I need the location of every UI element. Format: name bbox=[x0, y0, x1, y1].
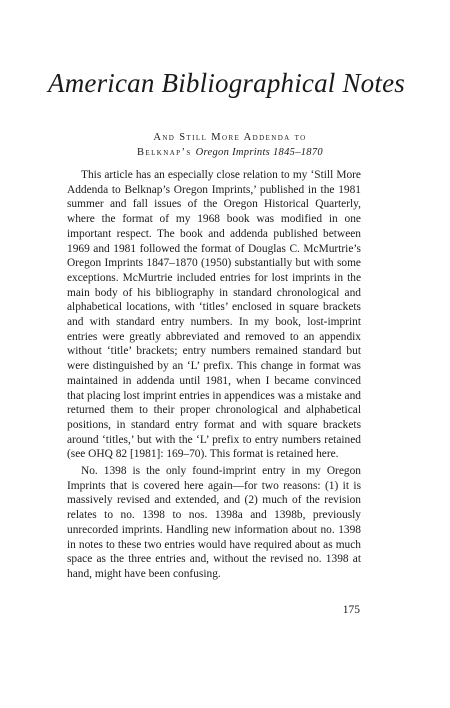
body-paragraph: This article has an especially close relation to my ‘Still More Addenda to Belknap’s Oregon Imprints,’ published in the 1981 summer and fall issues of the Oregon Historical Quarterly, where the format of my 1968 book was modified in one important respect. The book and addenda published between 1969 and 1981 followed the format of Douglas C. McMurtrie’s Oregon Imprints 1847–1870 (1950) substantially but with some exceptions. McMurtrie included entries for lost imprints in the main body of his bibliography in standard chronological and alphabetical locations, with ‘titles’ enclosed in square brackets and with standard entry numbers. In my book, lost-imprint entries were greatly abbreviated and removed to an appendix without ‘title’ brackets; entry numbers remained standard but were distinguished by an ‘L’ prefix. This change in format was maintained in addenda until 1981, when I became convinced that placing lost imprint entries in appendices was a mistake and returned them to their proper chronological and alphabetical positions, in standard entry format and with square brackets around ‘titles,’ but with the ‘L’ prefix to entry numbers retained (see OHQ 82 [1981]: 169–70). This format is retained here. bbox=[67, 169, 361, 461]
article-subtitle-text: And Still More Addenda to bbox=[153, 132, 307, 143]
article-subtitle-line-1 bbox=[40, 132, 420, 143]
body-paragraph: No. 1398 is the only found-imprint entry in my Oregon Imprints that is covered here again—for two reasons: (1) it is massively revised and extended, and (2) much of the revision relates to no. 1398 to nos. 1398a and 1398b, previously unrecorded imprints. Handling new information about no. 1398 in notes to these two entries would have required about as much space as the three entries and, without the revised no. 1398 at hand, might have been confusing. bbox=[67, 465, 361, 580]
body-text bbox=[67, 168, 361, 582]
article-subtitle-book-title: Oregon Imprints 1845–1870 bbox=[195, 147, 323, 158]
section-title: American Bibliographical Notes bbox=[48, 68, 405, 98]
page-number: 175 bbox=[342, 604, 360, 616]
article-subtitle-line-2 bbox=[40, 147, 420, 158]
article-subtitle-author: Belknap’s bbox=[137, 147, 196, 158]
